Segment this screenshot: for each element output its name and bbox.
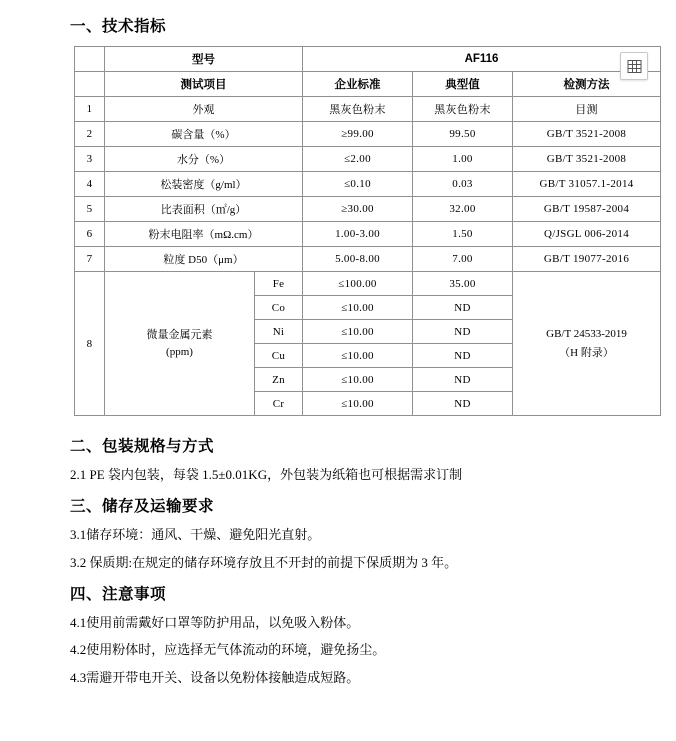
element-typical: ND bbox=[413, 344, 513, 368]
row-item: 碳含量（%） bbox=[105, 122, 303, 147]
trace-method-line2: （H 附录） bbox=[559, 346, 614, 359]
section-heading-packaging: 二、包装规格与方式 bbox=[70, 438, 215, 455]
row-index: 5 bbox=[75, 197, 105, 222]
element-typical: ND bbox=[413, 368, 513, 392]
element-typical: ND bbox=[413, 392, 513, 416]
row-index: 4 bbox=[75, 172, 105, 197]
trace-item-line2: (ppm) bbox=[166, 345, 193, 358]
empty-cell bbox=[75, 72, 105, 97]
packaging-paragraph-1: 2.1 PE 袋内包装，每袋 1.5±0.01KG，外包装为纸箱也可根据需求订制 bbox=[70, 467, 463, 482]
row-item: 粒度 D50（μm） bbox=[105, 247, 303, 272]
table-row bbox=[75, 122, 661, 147]
row-typical: 32.00 bbox=[413, 197, 513, 222]
row-standard: ≤2.00 bbox=[303, 147, 413, 172]
notes-paragraph-1: 4.1使用前需戴好口罩等防护用品，以免吸入粉体。 bbox=[70, 614, 360, 630]
section-heading-tech: 一、技术指标 bbox=[70, 18, 167, 35]
element-standard: ≤10.00 bbox=[303, 368, 413, 392]
trace-item-line1: 微量金属元素 bbox=[146, 329, 213, 341]
section-heading-storage: 三、储存及运输要求 bbox=[70, 497, 215, 515]
model-label bbox=[105, 47, 303, 72]
row-typical: 0.03 bbox=[413, 172, 513, 197]
row-method: Q/JSGL 006-2014 bbox=[513, 222, 661, 247]
row-standard: 5.00-8.00 bbox=[303, 247, 413, 272]
row-item-trace bbox=[105, 272, 255, 416]
table-row-model bbox=[75, 47, 661, 72]
empty-cell bbox=[75, 47, 105, 72]
row-standard: ≥30.00 bbox=[303, 197, 413, 222]
table-row-trace bbox=[75, 272, 661, 296]
storage-paragraph-1: 3.1储存环境：通风、干燥、避免阳光直射。 bbox=[70, 526, 321, 542]
row-method: GB/T 3521-2008 bbox=[513, 147, 661, 172]
element-standard: ≤10.00 bbox=[303, 392, 413, 416]
row-standard: ≥99.00 bbox=[303, 122, 413, 147]
model-value-text: AF116 bbox=[464, 53, 499, 65]
element-symbol: Zn bbox=[255, 368, 303, 392]
row-typical: 1.00 bbox=[413, 147, 513, 172]
model-value bbox=[303, 47, 661, 72]
element-symbol: Cr bbox=[255, 392, 303, 416]
row-item: 水分（%） bbox=[105, 147, 303, 172]
table-row bbox=[75, 247, 661, 272]
row-index: 8 bbox=[75, 272, 105, 416]
col-header-method: 检测方法 bbox=[513, 72, 661, 97]
row-method: GB/T 31057.1-2014 bbox=[513, 172, 661, 197]
model-label-text: 型号 bbox=[192, 54, 215, 66]
row-index: 7 bbox=[75, 247, 105, 272]
table-row bbox=[75, 147, 661, 172]
row-typical: 7.00 bbox=[413, 247, 513, 272]
table-row bbox=[75, 197, 661, 222]
element-symbol: Ni bbox=[255, 320, 303, 344]
trace-method-line1: GB/T 24533-2019 bbox=[546, 327, 627, 340]
col-header-item: 测试项目 bbox=[105, 72, 303, 97]
row-item: 松装密度（g/ml） bbox=[105, 172, 303, 197]
table-row bbox=[75, 172, 661, 197]
row-typical: 1.50 bbox=[413, 222, 513, 247]
element-standard: ≤10.00 bbox=[303, 344, 413, 368]
table-row bbox=[75, 97, 661, 122]
row-item: 比表面积（㎡/g） bbox=[105, 197, 303, 222]
row-index: 6 bbox=[75, 222, 105, 247]
element-symbol: Cu bbox=[255, 344, 303, 368]
row-index: 2 bbox=[75, 122, 105, 147]
table-row bbox=[75, 222, 661, 247]
notes-paragraph-3: 4.3需避开带电开关、设备以免粉体接触造成短路。 bbox=[70, 670, 360, 686]
element-typical: ND bbox=[413, 296, 513, 320]
row-standard: 黑灰色粉末 bbox=[303, 97, 413, 122]
element-typical: 35.00 bbox=[413, 272, 513, 296]
element-standard: ≤10.00 bbox=[303, 296, 413, 320]
table-icon[interactable] bbox=[620, 52, 648, 80]
col-header-standard: 企业标准 bbox=[303, 72, 413, 97]
row-typical: 99.50 bbox=[413, 122, 513, 147]
section-heading-notes: 四、注意事项 bbox=[70, 585, 167, 603]
row-typical: 黑灰色粉末 bbox=[413, 97, 513, 122]
row-item: 粉末电阻率（mΩ.cm） bbox=[105, 222, 303, 247]
element-typical: ND bbox=[413, 320, 513, 344]
row-item: 外观 bbox=[105, 97, 303, 122]
row-standard: ≤0.10 bbox=[303, 172, 413, 197]
row-method: GB/T 19587-2004 bbox=[513, 197, 661, 222]
element-standard: ≤10.00 bbox=[303, 320, 413, 344]
row-method: 目测 bbox=[513, 97, 661, 122]
row-method: GB/T 19077-2016 bbox=[513, 247, 661, 272]
spec-table bbox=[74, 46, 661, 416]
row-standard: 1.00-3.00 bbox=[303, 222, 413, 247]
col-header-typical: 典型值 bbox=[413, 72, 513, 97]
storage-paragraph-2: 3.2 保质期:在规定的储存环境存放且不开封的前提下保质期为 3 年。 bbox=[70, 554, 458, 570]
row-method-trace bbox=[513, 272, 661, 416]
row-method: GB/T 3521-2008 bbox=[513, 122, 661, 147]
row-index: 3 bbox=[75, 147, 105, 172]
element-standard: ≤100.00 bbox=[303, 272, 413, 296]
row-index: 1 bbox=[75, 97, 105, 122]
table-header-row bbox=[75, 72, 661, 97]
element-symbol: Co bbox=[255, 296, 303, 320]
element-symbol: Fe bbox=[255, 272, 303, 296]
notes-paragraph-2: 4.2使用粉体时，应选择无气体流动的环境，避免扬尘。 bbox=[70, 642, 386, 658]
